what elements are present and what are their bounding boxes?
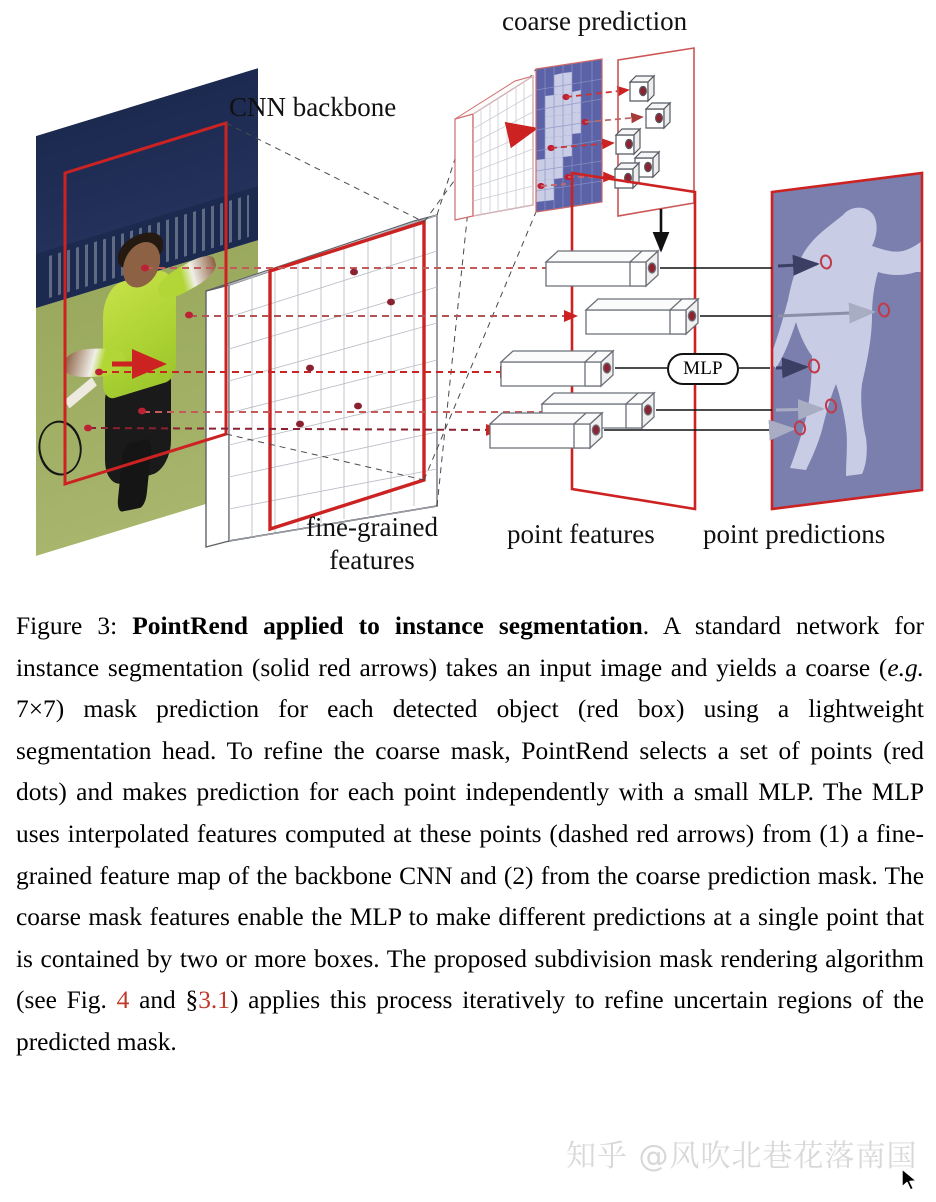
label-cnn-backbone: CNN backbone bbox=[229, 92, 397, 122]
caption-body-1: . A standard network for instance segmentation (solid red arrows) takes an input image and yields a coarse ( bbox=[16, 612, 924, 682]
label-fine-grained-line1: fine-grained bbox=[306, 512, 438, 542]
caption-body-4: ) applies this process iteratively to refine uncertain regions of the predicted mask. bbox=[16, 986, 924, 1056]
figure-caption bbox=[16, 606, 924, 1064]
caption-eg: e.g. bbox=[887, 653, 924, 682]
caption-ref-section-3-1[interactable]: 3.1 bbox=[198, 986, 230, 1015]
point-feature-bar bbox=[501, 351, 613, 386]
mlp-node bbox=[667, 353, 739, 385]
mlp-label: MLP bbox=[683, 358, 723, 379]
caption-body-3: and § bbox=[129, 986, 199, 1015]
caption-body-2: 7×7) mask prediction for each detected object (red box) using a lightweight segmentation head. To refine the coarse mask, PointRend selects a set of points (red dots) and makes prediction for each point independently with a small MLP. The MLP uses interpolated features computed at these points (dashed red arrows) from (1) a fine-grained feature map of the backbone CNN and (2) from the coarse prediction mask. The coarse mask features enable the MLP to make different predictions at a single point that is contained by two or more boxes. The proposed subdivision mask rendering algorithm (see Fig. bbox=[16, 695, 924, 1015]
mouse-cursor-icon bbox=[900, 1168, 920, 1192]
coarse-mask-7x7 bbox=[536, 59, 602, 212]
caption-figure-number: Figure 3: bbox=[16, 612, 133, 640]
diagram-vector-layer bbox=[0, 0, 936, 590]
label-fine-grained-line2: features bbox=[329, 545, 415, 575]
input-sample-dots bbox=[84, 265, 193, 432]
zhihu-watermark: 知乎 @风吹北巷花落南国 bbox=[566, 1139, 918, 1174]
point-feature-bar bbox=[490, 413, 602, 448]
coarse-feature-cubes bbox=[615, 76, 670, 188]
figure-diagram bbox=[0, 0, 936, 590]
point-feature-bar bbox=[546, 251, 658, 286]
label-coarse-prediction: coarse prediction bbox=[502, 6, 688, 36]
label-point-features: point features bbox=[507, 519, 655, 549]
caption-bold-title: PointRend applied to instance segmentation bbox=[132, 612, 643, 640]
label-point-predictions: point predictions bbox=[703, 519, 886, 549]
cnn-backbone-block bbox=[206, 215, 437, 547]
caption-ref-figure-4[interactable]: 4 bbox=[116, 986, 130, 1015]
point-features-plane bbox=[572, 173, 695, 509]
point-feature-bar bbox=[586, 299, 698, 334]
point-predictions-plane bbox=[768, 173, 936, 509]
point-feature-bars bbox=[490, 251, 698, 448]
coarse-head-slab bbox=[455, 76, 533, 220]
